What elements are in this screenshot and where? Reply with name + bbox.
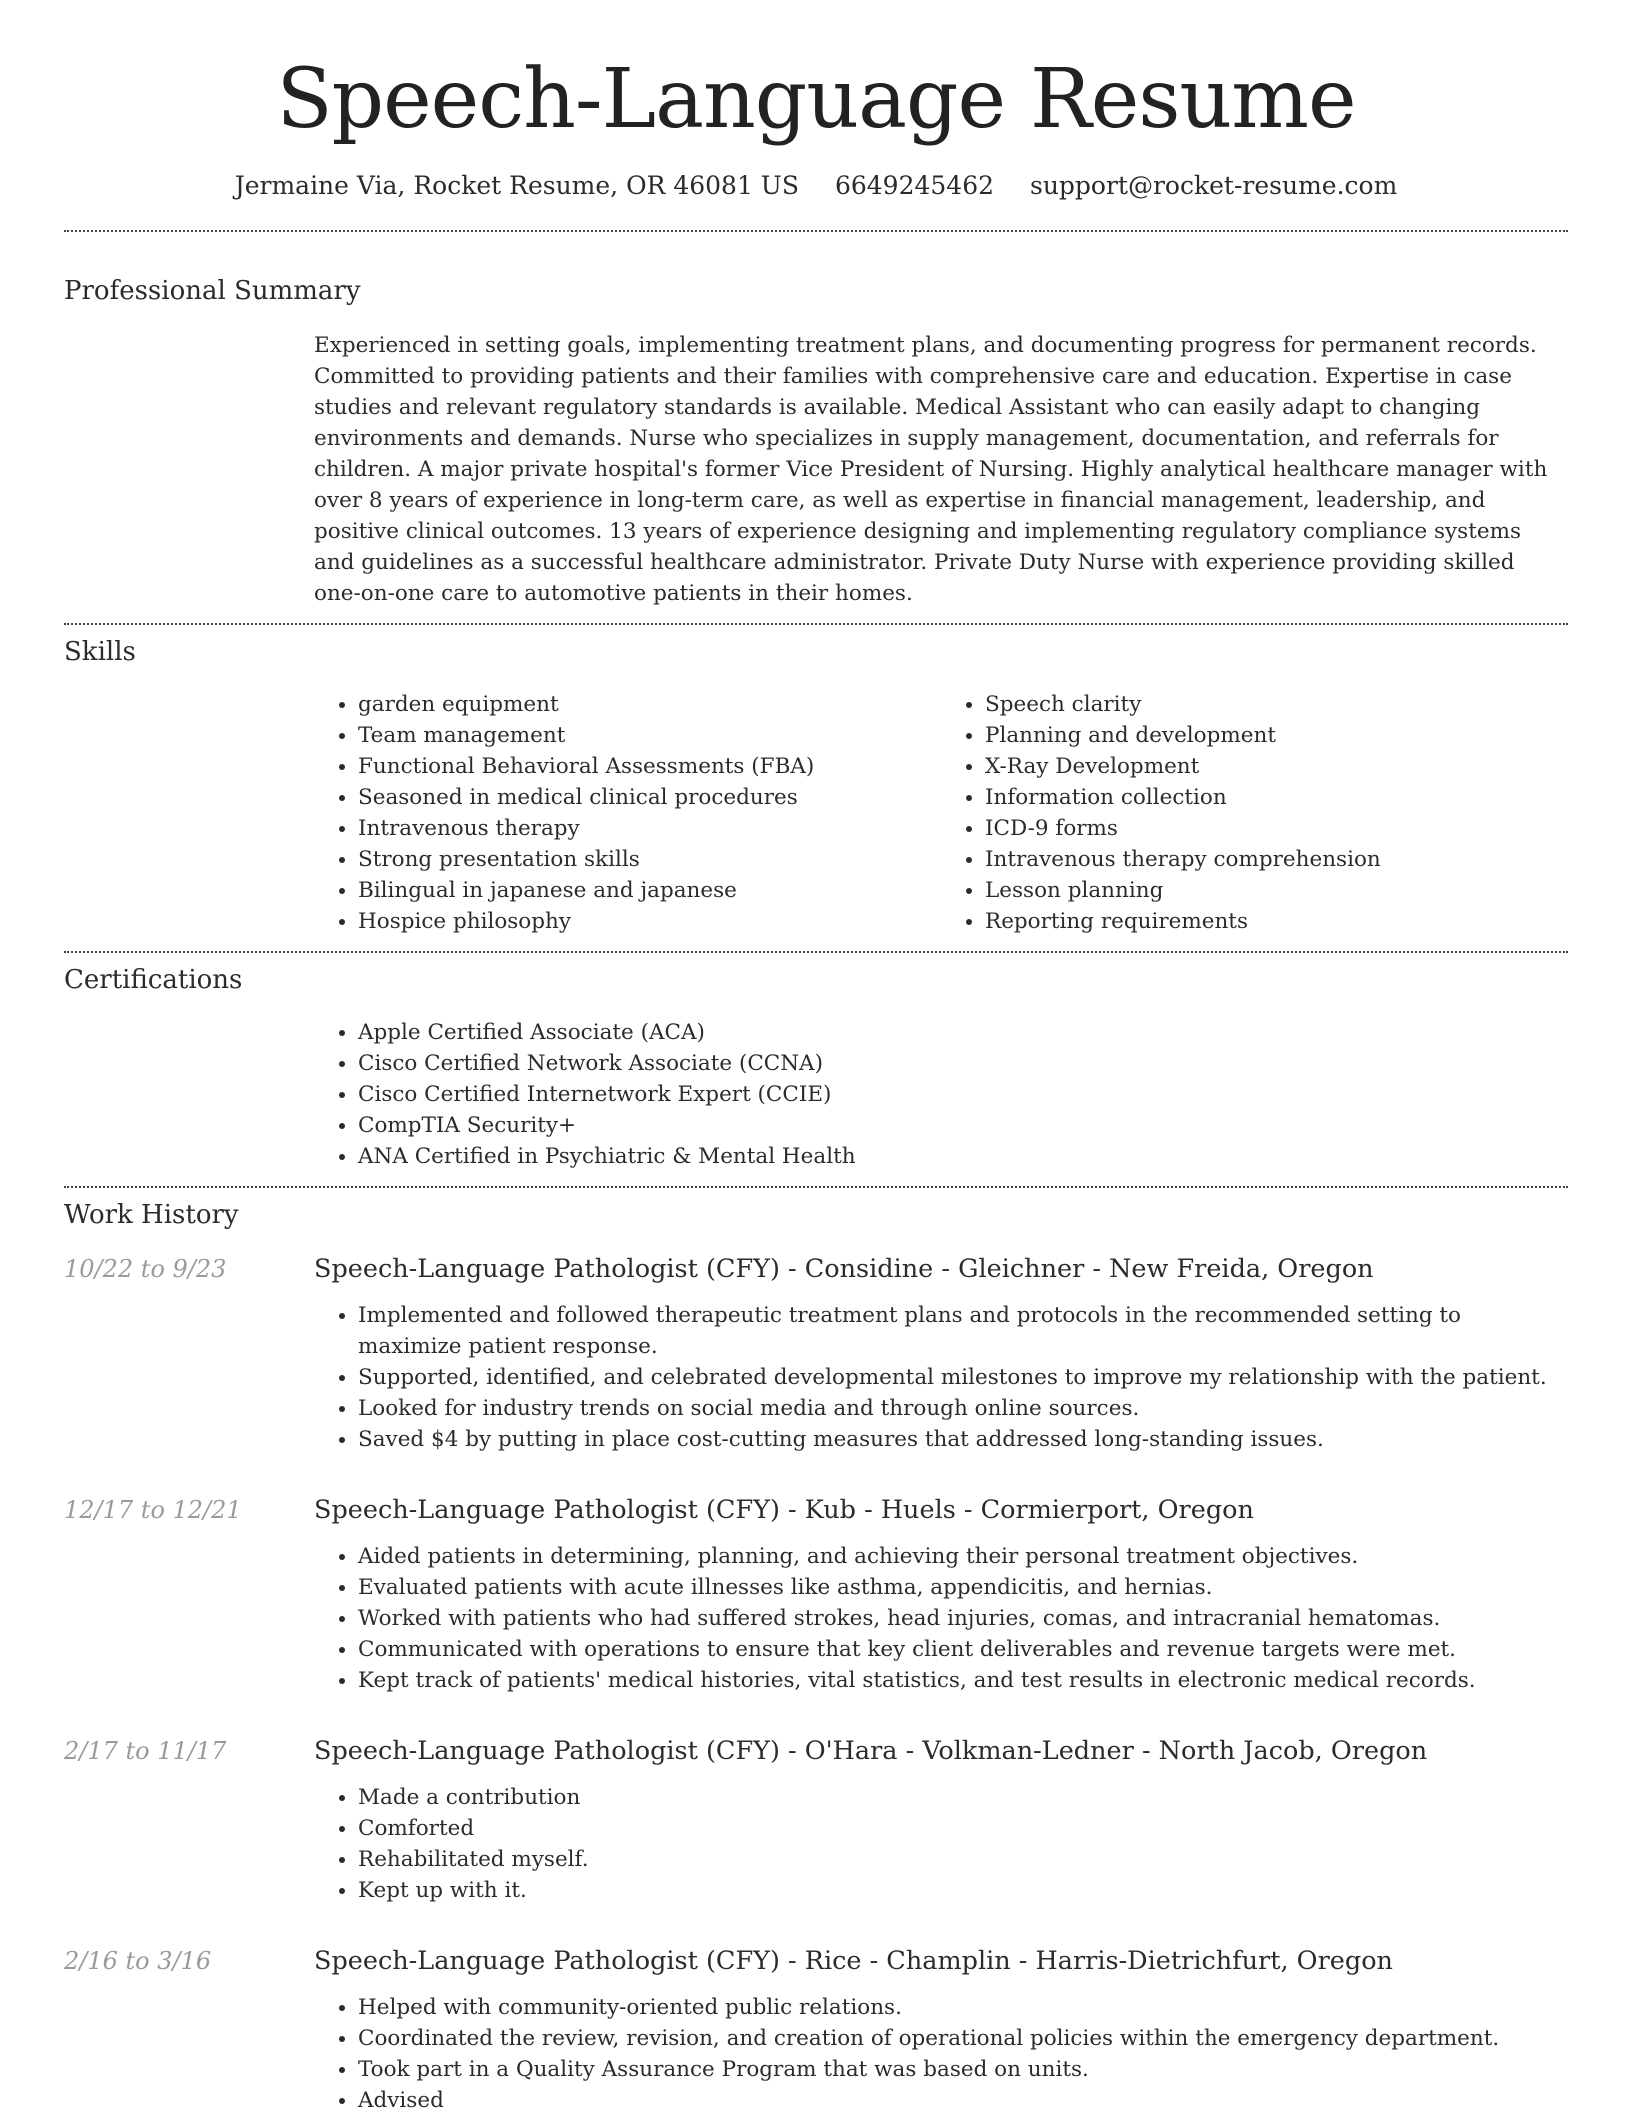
resume-title: Speech-Language Resume [276, 52, 1356, 147]
section-divider [64, 951, 1568, 953]
job-dates: 10/22 to 9/23 [64, 1255, 227, 1283]
job-bullet: • Took part in a Quality Assurance Program that was based on units. [358, 2054, 1568, 2085]
certification-item: • Cisco Certified Network Associate (CCNA) [358, 1048, 1568, 1079]
job-title: Speech-Language Pathologist (CFY) - O'Hara - Volkman-Ledner - North Jacob, Oregon [314, 1736, 1428, 1766]
skills-list-left [314, 689, 941, 937]
job-entry [64, 1944, 1568, 2116]
skill-item: • Intravenous therapy [358, 813, 941, 844]
job-bullets [314, 1992, 1568, 2116]
skills-list-right [941, 689, 1568, 937]
job-entry [64, 1493, 1568, 1696]
job-bullet: • Aided patients in determining, planning, and achieving their personal treatment objectives. [358, 1541, 1568, 1572]
job-title: Speech-Language Pathologist (CFY) - Rice - Champlin - Harris-Dietrichfurt, Oregon [314, 1946, 1393, 1976]
skill-item: • Functional Behavioral Assessments (FBA) [358, 751, 941, 782]
skill-item: • Seasoned in medical clinical procedures [358, 782, 941, 813]
certification-item: • Cisco Certified Internetwork Expert (CCIE) [358, 1079, 1568, 1110]
skill-item: • Strong presentation skills [358, 844, 941, 875]
certification-item: • Apple Certified Associate (ACA) [358, 1017, 1568, 1048]
job-bullets [314, 1541, 1568, 1696]
job-bullet: • Advised [358, 2085, 1568, 2116]
job-dates: 2/16 to 3/16 [64, 1947, 212, 1975]
job-bullet: • Looked for industry trends on social media and through online sources. [358, 1393, 1568, 1424]
job-bullet: • Comforted [358, 1813, 1568, 1844]
summary-text: Experienced in setting goals, implementing treatment plans, and documenting progress for permanent records. Committed to providing patients and their families with comprehensive care and education. Expertise in case studies and relevant regulatory standards is available. Medical Assistant who can easily adapt to changing environments and demands. Nurse who specializes in supply management, documentation, and referrals for children. A major private hospital's former Vice President of Nursing. Highly analytical healthcare manager with over 8 years of experience in long-term care, as well as expertise in financial management, leadership, and positive clinical outcomes. 13 years of experience designing and implementing regulatory compliance systems and guidelines as a successful healthcare administrator. Private Duty Nurse with experience providing skilled one-on-one care to automotive patients in their homes. [314, 333, 1548, 606]
section-divider [64, 230, 1568, 232]
job-bullet: • Saved $4 by putting in place cost-cutting measures that addressed long-standing issues. [358, 1424, 1568, 1455]
job-details [314, 1493, 1568, 1696]
skill-item: • Reporting requirements [985, 906, 1568, 937]
job-title: Speech-Language Pathologist (CFY) - Kub - Huels - Cormierport, Oregon [314, 1495, 1254, 1525]
skill-item: • ICD-9 forms [985, 813, 1568, 844]
certification-item: • CompTIA Security+ [358, 1110, 1568, 1141]
job-bullet: • Supported, identified, and celebrated developmental milestones to improve my relationship with the patient. [358, 1362, 1568, 1393]
skill-item: • Team management [358, 720, 941, 751]
job-bullets [314, 1300, 1568, 1455]
job-details [314, 1734, 1568, 1906]
skill-item: • garden equipment [358, 689, 941, 720]
job-bullet: • Communicated with operations to ensure that key client deliverables and revenue targets were met. [358, 1634, 1568, 1665]
work-history-heading: Work History [64, 1200, 239, 1230]
skills-columns [314, 689, 1568, 937]
job-bullet: • Kept up with it. [358, 1875, 1568, 1906]
job-entry [64, 1252, 1568, 1455]
contact-email: support@rocket-resume.com [1029, 171, 1398, 200]
skills-heading: Skills [64, 637, 136, 667]
job-bullet: • Evaluated patients with acute illnesses like asthma, appendicitis, and hernias. [358, 1572, 1568, 1603]
job-bullet: • Implemented and followed therapeutic treatment plans and protocols in the recommended setting to maximize patient response. [358, 1300, 1568, 1362]
job-entry [64, 1734, 1568, 1906]
job-bullet: • Made a contribution [358, 1782, 1568, 1813]
summary-heading: Professional Summary [64, 276, 361, 306]
job-bullet: • Coordinated the review, revision, and creation of operational policies within the emergency department. [358, 2023, 1568, 2054]
job-bullets [314, 1782, 1568, 1906]
contact-address: Jermaine Via, Rocket Resume, OR 46081 US [234, 171, 800, 200]
job-details [314, 1944, 1568, 2116]
contact-phone: 6649245462 [834, 171, 995, 200]
skill-item: • Speech clarity [985, 689, 1568, 720]
skill-item: • Bilingual in japanese and japanese [358, 875, 941, 906]
skill-item: • Lesson planning [985, 875, 1568, 906]
job-title: Speech-Language Pathologist (CFY) - Considine - Gleichner - New Freida, Oregon [314, 1254, 1374, 1284]
certifications-list [314, 1017, 1568, 1172]
job-bullet: • Kept track of patients' medical histories, vital statistics, and test results in electronic medical records. [358, 1665, 1568, 1696]
job-bullet: • Rehabilitated myself. [358, 1844, 1568, 1875]
skill-item: • Hospice philosophy [358, 906, 941, 937]
skill-item: • Information collection [985, 782, 1568, 813]
job-dates: 2/17 to 11/17 [64, 1737, 227, 1765]
skill-item: • Intravenous therapy comprehension [985, 844, 1568, 875]
contact-line [64, 170, 1568, 202]
job-details [314, 1252, 1568, 1455]
job-dates: 12/17 to 12/21 [64, 1496, 242, 1524]
section-divider [64, 623, 1568, 625]
certifications-heading: Certifications [64, 965, 243, 995]
skill-item: • Planning and development [985, 720, 1568, 751]
job-bullet: • Helped with community-oriented public relations. [358, 1992, 1568, 2023]
section-divider [64, 1186, 1568, 1188]
skill-item: • X-Ray Development [985, 751, 1568, 782]
certification-item: • ANA Certified in Psychiatric & Mental Health [358, 1141, 1568, 1172]
job-bullet: • Worked with patients who had suffered strokes, head injuries, comas, and intracranial hematomas. [358, 1603, 1568, 1634]
certifications-block [314, 1017, 1568, 1172]
